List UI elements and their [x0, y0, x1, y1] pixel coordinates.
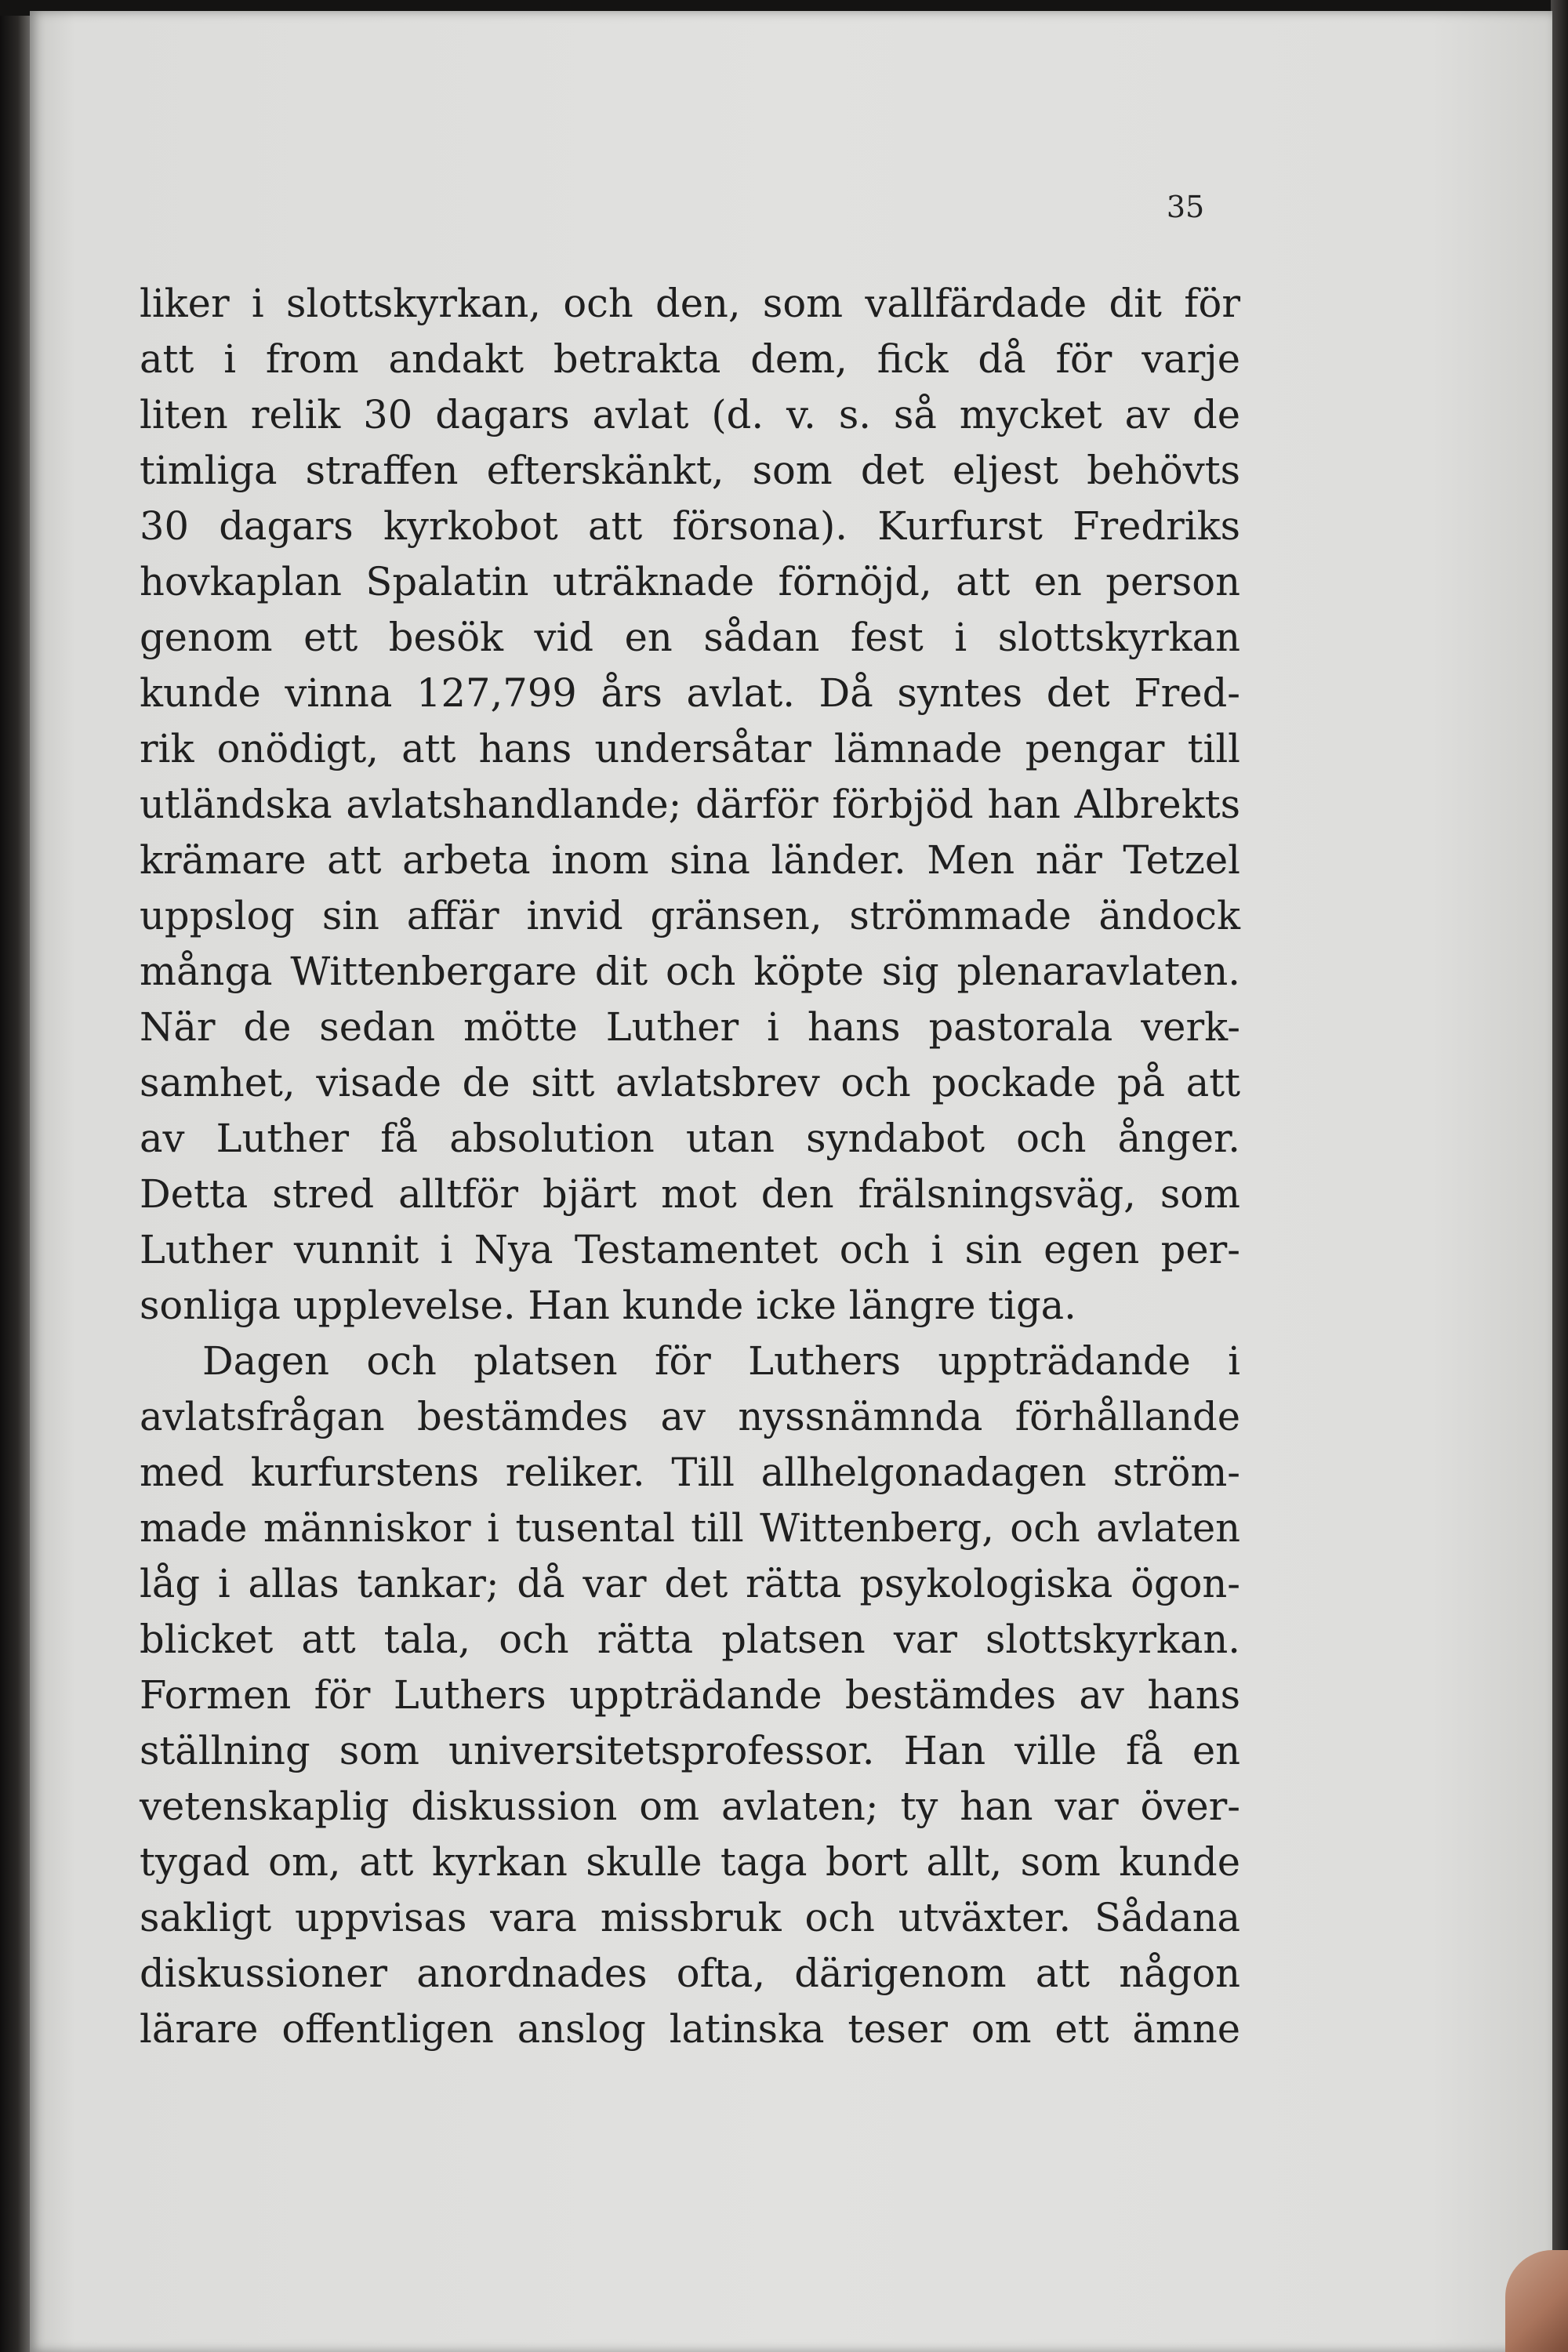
text-line: att i from andakt betrakta dem, fick då för varje [140, 336, 1240, 382]
body-text [140, 276, 1240, 2057]
text-line: 30 dagars kyrkobot att försona). Kurfurst Fredriks [140, 503, 1240, 549]
text-line: hovkaplan Spalatin uträknade förnöjd, att en person [140, 559, 1240, 604]
text-line: Formen för Luthers uppträdande bestämdes av hans [140, 1672, 1240, 1718]
text-line: uppslog sin affär invid gränsen, strömmade ändock [140, 893, 1240, 938]
text-line: lärare offentligen anslog latinska teser om ett ämne [140, 2006, 1240, 2052]
text-line: krämare att arbeta inom sina länder. Men när Tetzel [140, 837, 1240, 883]
text-line: med kurfurstens reliker. Till allhelgonadagen ström- [140, 1450, 1240, 1495]
text-line: Luther vunnit i Nya Testamentet och i sin egen per- [140, 1227, 1240, 1272]
text-line: ställning som universitetsprofessor. Han ville få en [140, 1728, 1240, 1773]
text-line: diskussioner anordnades ofta, därigenom att någon [140, 1951, 1240, 1996]
text-line: avlatsfrågan bestämdes av nyssnämnda förhållande [140, 1394, 1240, 1439]
text-line: utländska avlatshandlande; därför förbjöd han Albrekts [140, 782, 1240, 827]
text-line: made människor i tusental till Wittenberg, och avlaten [140, 1505, 1240, 1551]
text-line: liker i slottskyrkan, och den, som vallfärdade dit för [140, 281, 1240, 326]
text-line: När de sedan mötte Luther i hans pastorala verk- [140, 1004, 1240, 1050]
text-line: tygad om, att kyrkan skulle taga bort allt, som kunde [140, 1839, 1240, 1885]
text-line: liten relik 30 dagars avlat (d. v. s. så mycket av de [140, 392, 1240, 437]
text-line: rik onödigt, att hans undersåtar lämnade pengar till [140, 726, 1240, 771]
text-line: samhet, visade de sitt avlatsbrev och pockade på att [140, 1060, 1240, 1105]
page-number: 35 [1166, 190, 1205, 224]
paragraph-end-line: sonliga upplevelse. Han kunde icke längre tiga. [140, 1283, 1076, 1328]
text-line: Detta stred alltför bjärt mot den frälsningsväg, som [140, 1171, 1240, 1217]
text-line: timliga straffen efterskänkt, som det eljest behövts [140, 448, 1240, 493]
text-line: blicket att tala, och rätta platsen var slottskyrkan. [140, 1617, 1240, 1662]
text-line: många Wittenbergare dit och köpte sig plenaravlaten. [140, 949, 1240, 994]
text-line: genom ett besök vid en sådan fest i slottskyrkan [140, 615, 1240, 660]
text-line: kunde vinna 127,799 års avlat. Då syntes det Fred- [140, 670, 1240, 716]
text-line: av Luther få absolution utan syndabot och ånger. [140, 1116, 1240, 1161]
text-line: låg i allas tankar; då var det rätta psykologiska ögon- [140, 1561, 1240, 1606]
text-line: vetenskaplig diskussion om avlaten; ty han var över- [140, 1784, 1240, 1829]
paragraph-start-line: Dagen och platsen för Luthers uppträdande i [202, 1338, 1240, 1384]
text-line: sakligt uppvisas vara missbruk och utväxter. Sådana [140, 1895, 1240, 1940]
book-right-edge [1551, 0, 1568, 2352]
